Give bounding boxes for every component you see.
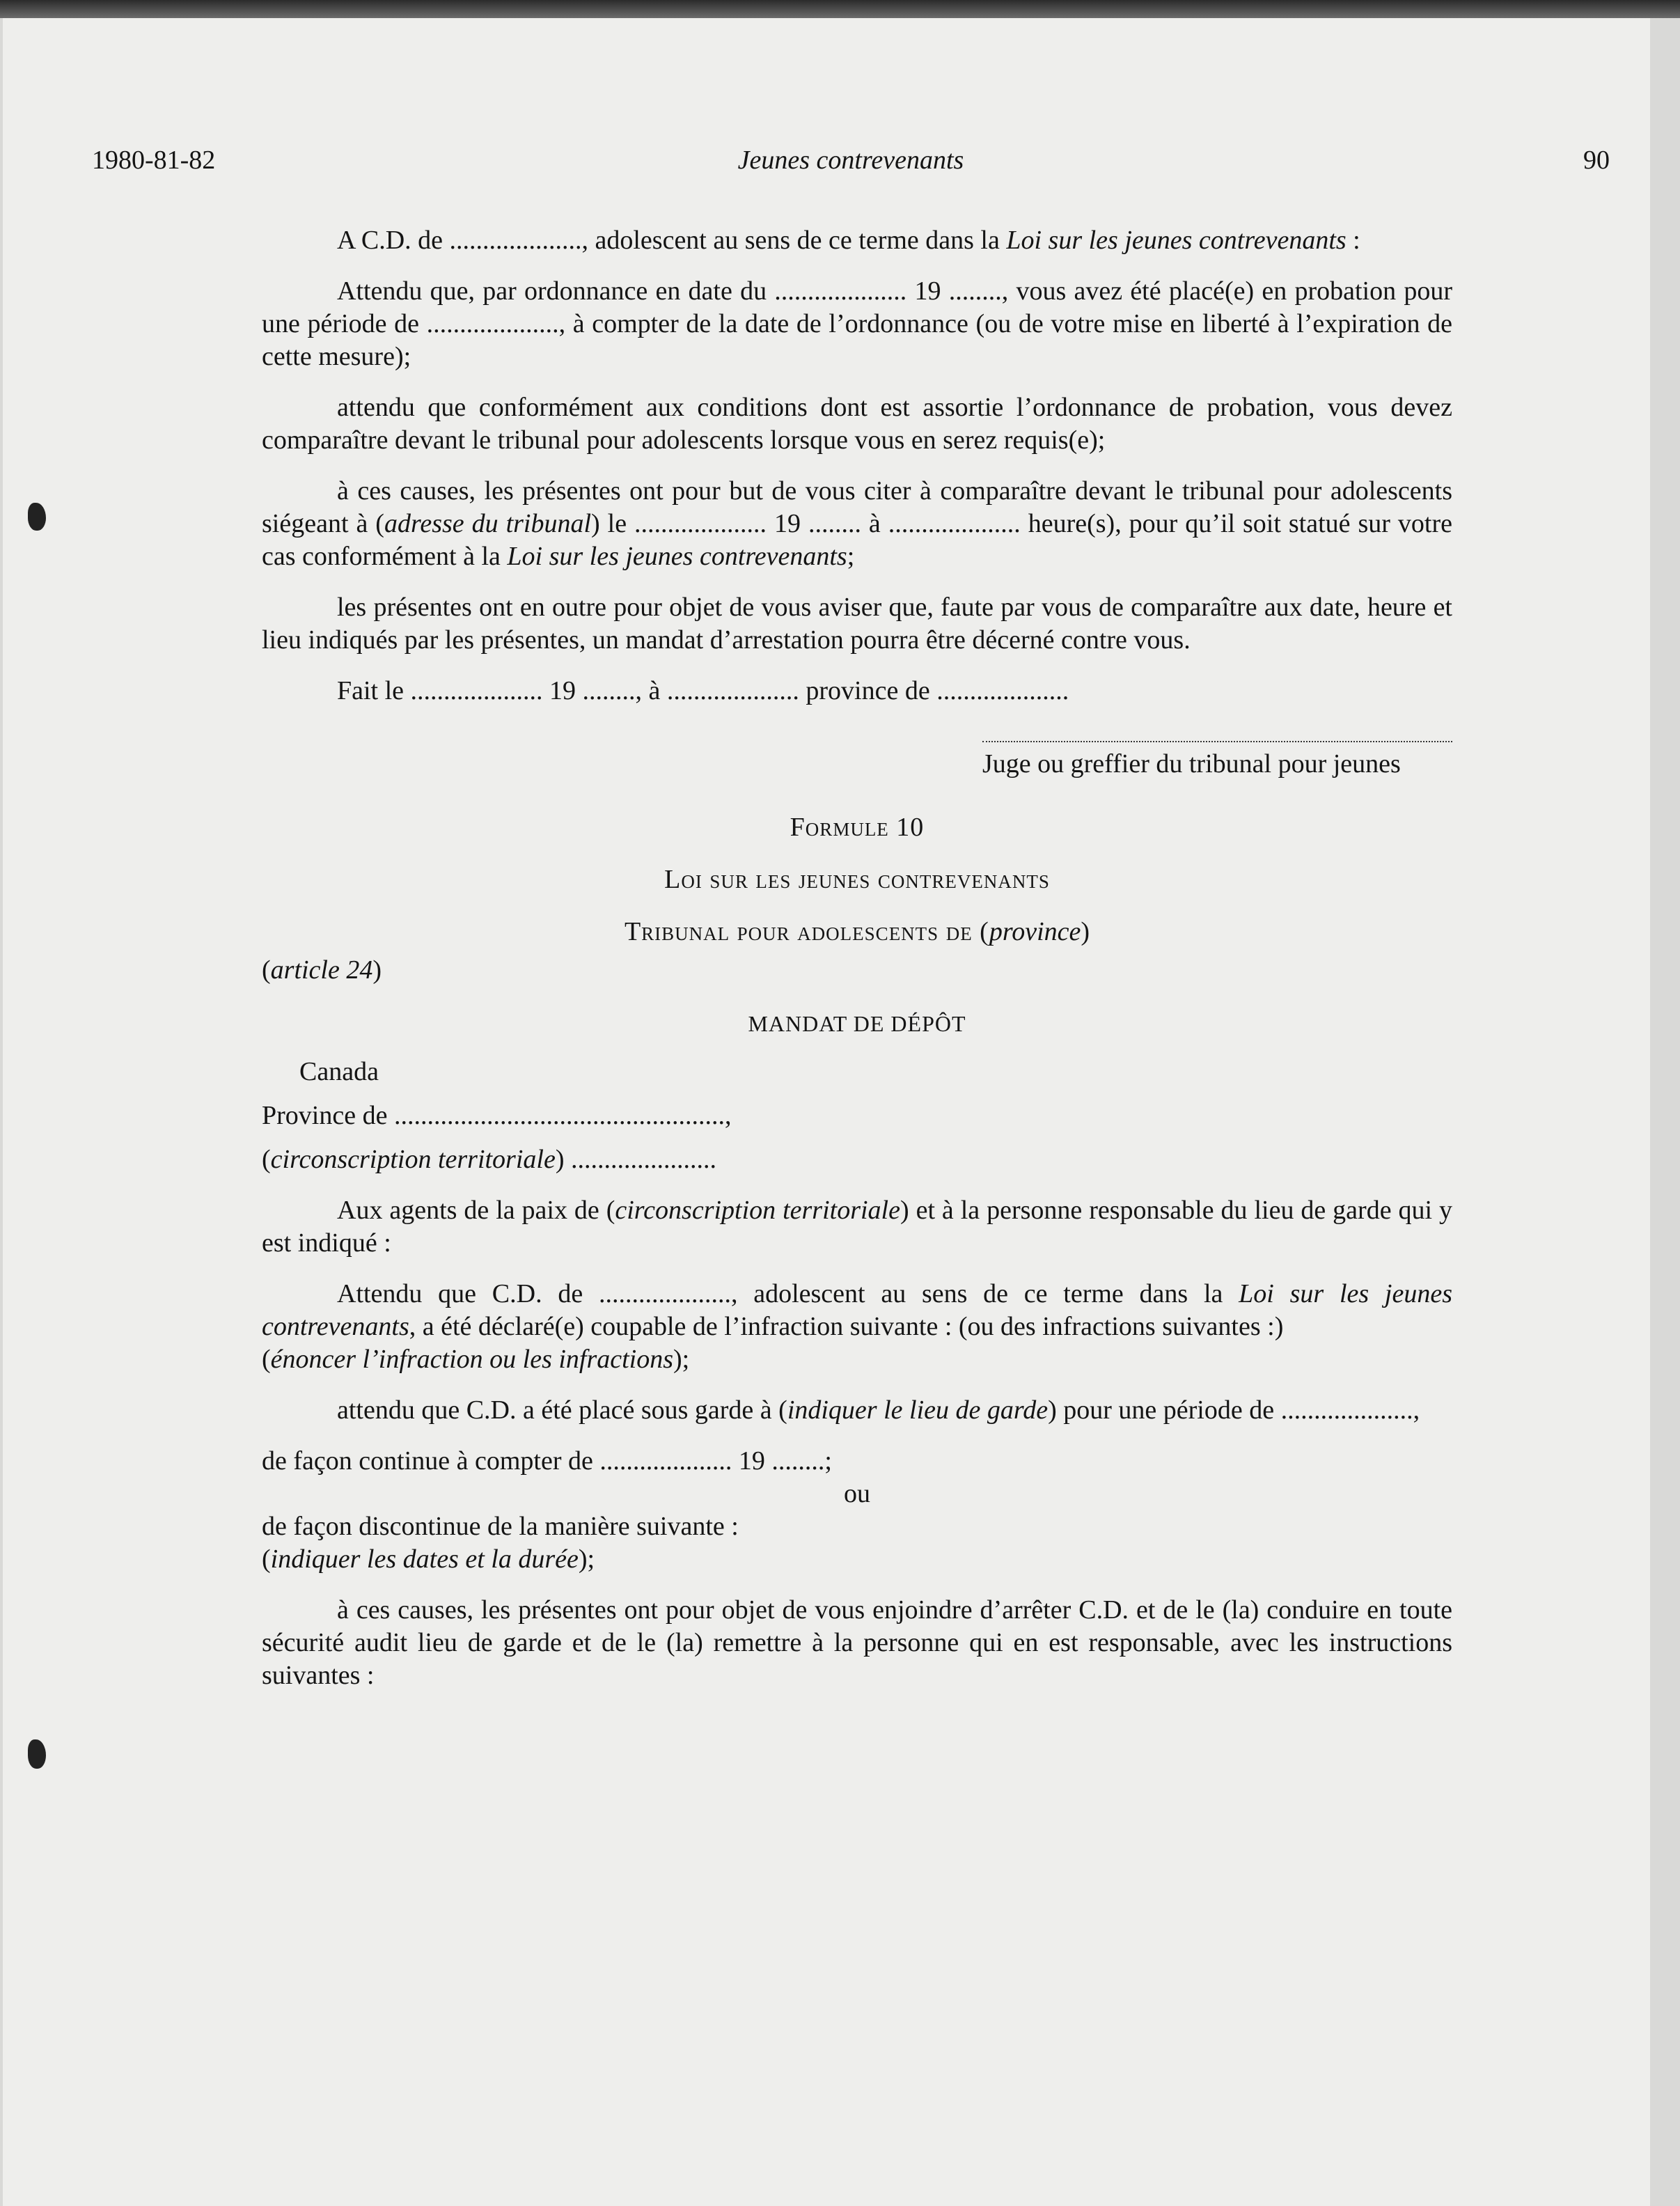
warrant-or: ou [844, 1479, 870, 1508]
summons-paragraph-4: à ces causes, les présentes ont pour but de vous citer à comparaître devant le tribunal pour adolescents siégeant à (adresse du tribunal) le .................... 19 ........ à .................... heure(s), pour qu’il soit statué sur votre cas conformément à la Loi sur les jeunes contrevenants; [262, 476, 1452, 571]
running-header [92, 145, 1610, 187]
jurisdiction-province: Province de .................................................., [262, 1101, 732, 1130]
warrant-continuous-line: de façon continue à compter de .................... 19 ........; [262, 1446, 832, 1476]
summons-done-at-line: Fait le .................... 19 ........, à .................... province de .................... [337, 676, 1069, 705]
summons-paragraph-3: attendu que conformément aux conditions dont est assortie l’ordonnance de probation, vous devez comparaître devant le tribunal pour adolescents lorsque vous en serez requis(e); [262, 393, 1452, 455]
signature-line [982, 723, 1452, 742]
summons-paragraph-1: A C.D. de ...................., adolescent au sens de ce terme dans la Loi sur les jeunes contrevenants : [337, 226, 1360, 255]
summons-paragraph-5: les présentes ont en outre pour objet de vous aviser que, faute par vous de comparaître aux date, heure et lieu indiqués par les présentes, un mandat d’arrestation pourra être décerné contre vous. [262, 593, 1452, 655]
warrant-title: MANDAT DE DÉPÔT [748, 1011, 966, 1036]
header-page-number: 90 [1583, 146, 1610, 175]
header-title: Jeunes contrevenants [737, 146, 964, 175]
warrant-intermittent-line: de façon discontinue de la manière suivante : [262, 1512, 739, 1541]
form-heading: Formule 10 [790, 813, 925, 842]
warrant-paragraph-1: Aux agents de la paix de (circonscription territoriale) et à la personne responsable du lieu de garde qui y est indiqué : [262, 1196, 1452, 1258]
scan-top-edge [0, 0, 1680, 18]
warrant-offence-line: (énoncer l’infraction ou les infractions); [262, 1345, 690, 1374]
article-reference: (article 24) [262, 955, 382, 985]
warrant-paragraph-3: attendu que C.D. a été placé sous garde à (indiquer le lieu de garde) pour une période de ...................., [337, 1395, 1420, 1425]
header-years: 1980-81-82 [92, 146, 216, 175]
page-body [262, 224, 1452, 1692]
jurisdiction-territorial-division: (circonscription territoriale) ...................... [262, 1145, 716, 1174]
binding-mark-lower [28, 1739, 46, 1769]
warrant-paragraph-2: Attendu que C.D. de ...................., adolescent au sens de ce terme dans la Loi sur les jeunes contrevenants, a été déclaré(e) coupable de l’infraction suivante : (ou des infractions suivantes :) [262, 1279, 1452, 1341]
signature-block [982, 723, 1452, 781]
jurisdiction-canada: Canada [299, 1057, 379, 1086]
warrant-paragraph-final: à ces causes, les présentes ont pour objet de vous enjoindre d’arrêter C.D. et de le (la) conduire en toute sécurité audit lieu de garde et de le (la) remettre à la personne qui en est responsable, avec les instructions suivantes : [262, 1595, 1452, 1690]
act-title: Loi sur les jeunes contrevenants [664, 865, 1050, 894]
binding-mark-upper [28, 503, 46, 531]
warrant-dates-line: (indiquer les dates et la durée); [262, 1544, 595, 1574]
signature-caption: Juge ou greffier du tribunal pour jeunes [982, 749, 1401, 779]
summons-paragraph-2: Attendu que, par ordonnance en date du .................... 19 ........, vous avez été placé(e) en probation pour une période de ...................., à compter de la date de l’ordonnance (ou de votre mise en liberté à l’expiration de cette mesure); [262, 276, 1452, 371]
court-title: Tribunal pour adolescents de (province) [624, 917, 1090, 946]
